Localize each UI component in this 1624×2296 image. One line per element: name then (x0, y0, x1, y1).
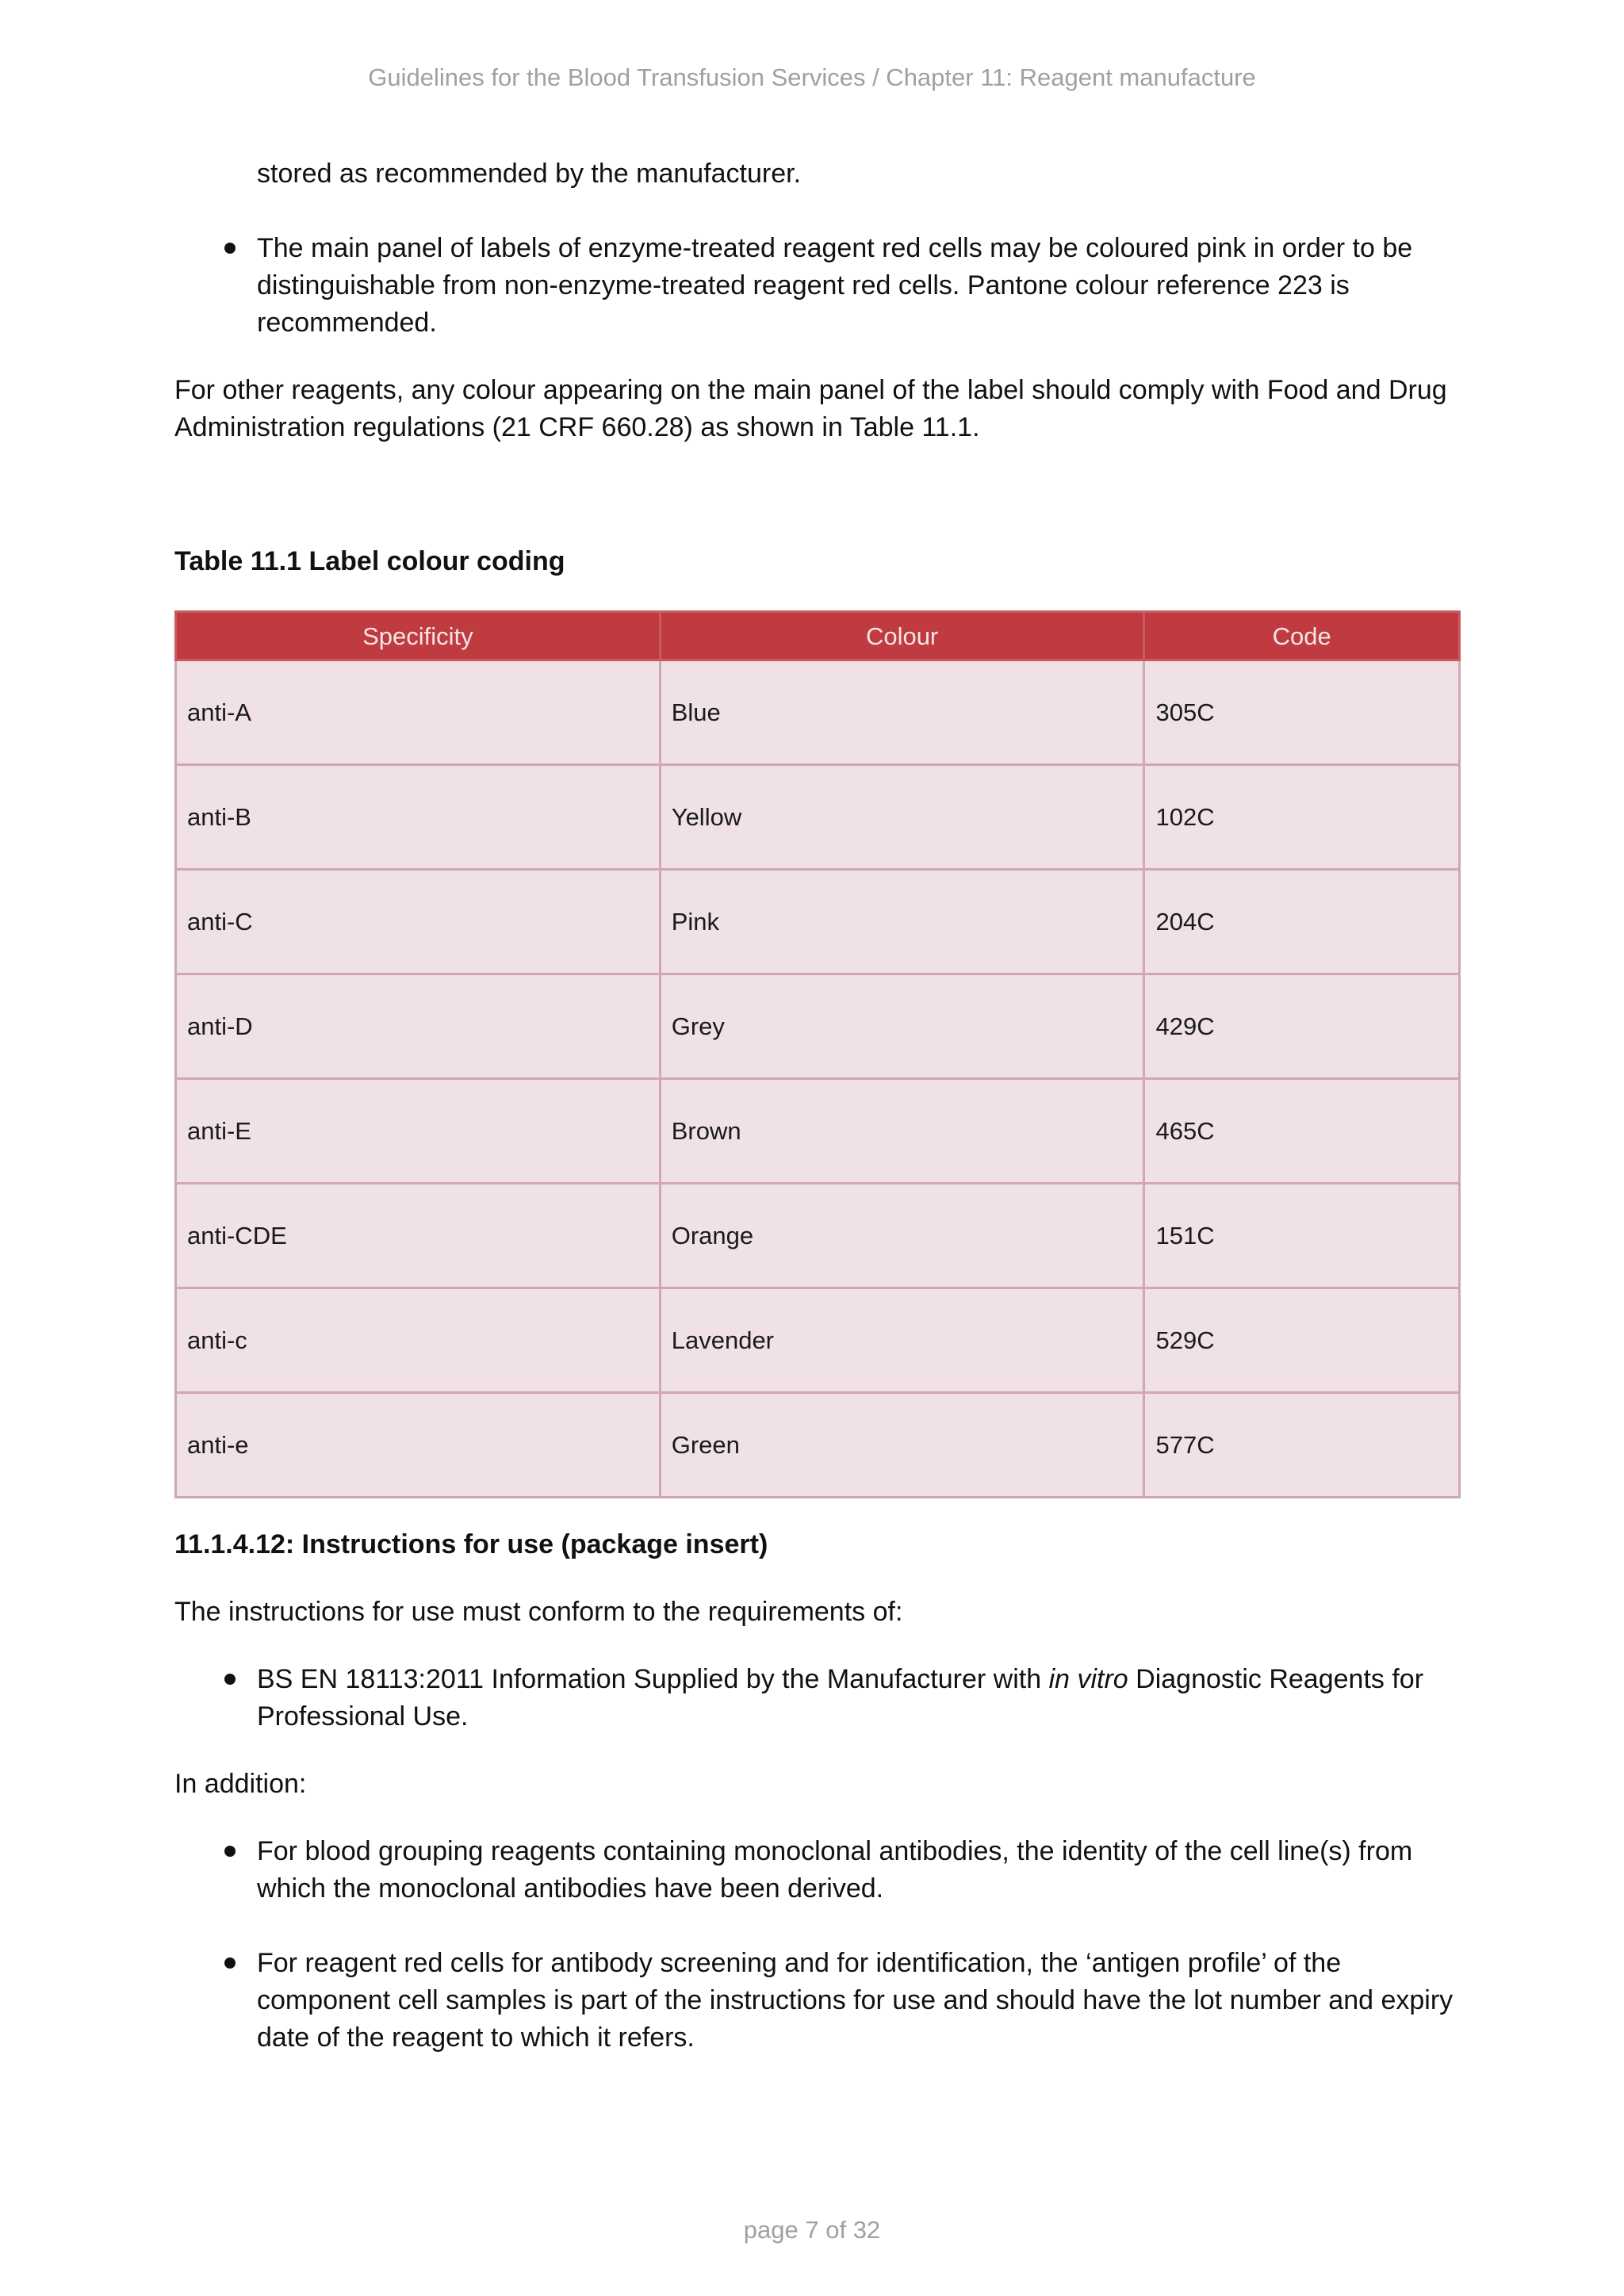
cell-colour: Green (660, 1393, 1144, 1498)
table-row (176, 765, 1460, 870)
table-title: Table 11.1 Label colour coding (174, 546, 565, 576)
in-addition-text: In addition: (174, 1769, 307, 1799)
cell-specificity: anti-B (176, 765, 661, 870)
column-header-colour: Colour (660, 612, 1144, 660)
table-row (176, 1079, 1460, 1184)
table-row (176, 1288, 1460, 1393)
table-row (176, 974, 1460, 1079)
cell-colour: Pink (660, 870, 1144, 974)
cell-code: 102C (1144, 765, 1460, 870)
cell-colour: Blue (660, 660, 1144, 765)
cell-code: 204C (1144, 870, 1460, 974)
cell-colour: Brown (660, 1079, 1144, 1184)
running-header: Guidelines for the Blood Transfusion Services / Chapter 11: Reagent manufacture (368, 63, 1256, 91)
table-row (176, 870, 1460, 974)
bullet-bs-en-text-end: Diagnostic Reagents for Professional Use. (257, 1664, 1424, 1732)
page-number: page 7 of 32 (743, 2216, 881, 2244)
bullet-pink-label (174, 230, 1459, 342)
cell-code: 429C (1144, 974, 1460, 1079)
label-colour-table (174, 610, 1461, 1498)
cell-colour: Grey (660, 974, 1144, 1079)
table-row (176, 1184, 1460, 1288)
bullet-antigen-profile-text: For reagent red cells for antibody screening and for identification, the ‘antigen profile’ of the component cell samples is part of the instructions for use and should have the lot number and expiry date of the reagent to which it refers. (257, 1948, 1454, 2053)
page-content (174, 155, 1459, 2057)
column-header-specificity: Specificity (176, 612, 661, 660)
cell-code: 577C (1144, 1393, 1460, 1498)
cell-code: 465C (1144, 1079, 1460, 1184)
bullet-monoclonal (174, 1833, 1459, 1908)
cell-colour: Orange (660, 1184, 1144, 1288)
cell-specificity: anti-c (176, 1288, 661, 1393)
cell-code: 529C (1144, 1288, 1460, 1393)
bullet-monoclonal-text: For blood grouping reagents containing monoclonal antibodies, the identity of the cell line(s) from which the monoclonal antibodies have been derived. (257, 1836, 1413, 1904)
cell-colour: Lavender (660, 1288, 1144, 1393)
bullet-bs-en-italic: in vitro (1048, 1664, 1128, 1694)
cell-colour: Yellow (660, 765, 1144, 870)
cell-specificity: anti-D (176, 974, 661, 1079)
cell-code: 305C (1144, 660, 1460, 765)
table-row (176, 1393, 1460, 1498)
section-heading: 11.1.4.12: Instructions for use (package insert) (174, 1529, 768, 1559)
bullet-bs-en-text-start: BS EN 18113:2011 Information Supplied by the Manufacturer with (257, 1664, 1049, 1694)
other-reagents-paragraph: For other reagents, any colour appearing on the main panel of the label should comply with Food and Drug Administration regulations (21 CRF 660.28) as shown in Table 11.1. (174, 375, 1447, 442)
table-row (176, 660, 1460, 765)
column-header-code: Code (1144, 612, 1460, 660)
pink-label-list (174, 230, 1459, 342)
cell-specificity: anti-C (176, 870, 661, 974)
cell-specificity: anti-A (176, 660, 661, 765)
cell-specificity: anti-E (176, 1079, 661, 1184)
bullet-pink-label-text: The main panel of labels of enzyme-treated reagent red cells may be coloured pink in order to be distinguishable from non-enzyme-treated reagent red cells. Pantone colour reference 223 is recommended. (257, 233, 1413, 338)
instructions-lead: The instructions for use must conform to the requirements of: (174, 1597, 903, 1627)
bullet-antigen-profile (174, 1945, 1459, 2057)
additional-requirements-list (174, 1833, 1459, 2057)
cell-specificity: anti-CDE (176, 1184, 661, 1288)
table-header-row (176, 612, 1460, 660)
continuation-text: stored as recommended by the manufacturer. (257, 159, 802, 189)
cell-specificity: anti-e (176, 1393, 661, 1498)
cell-code: 151C (1144, 1184, 1460, 1288)
bullet-bs-en (174, 1661, 1459, 1735)
standards-list (174, 1661, 1459, 1735)
